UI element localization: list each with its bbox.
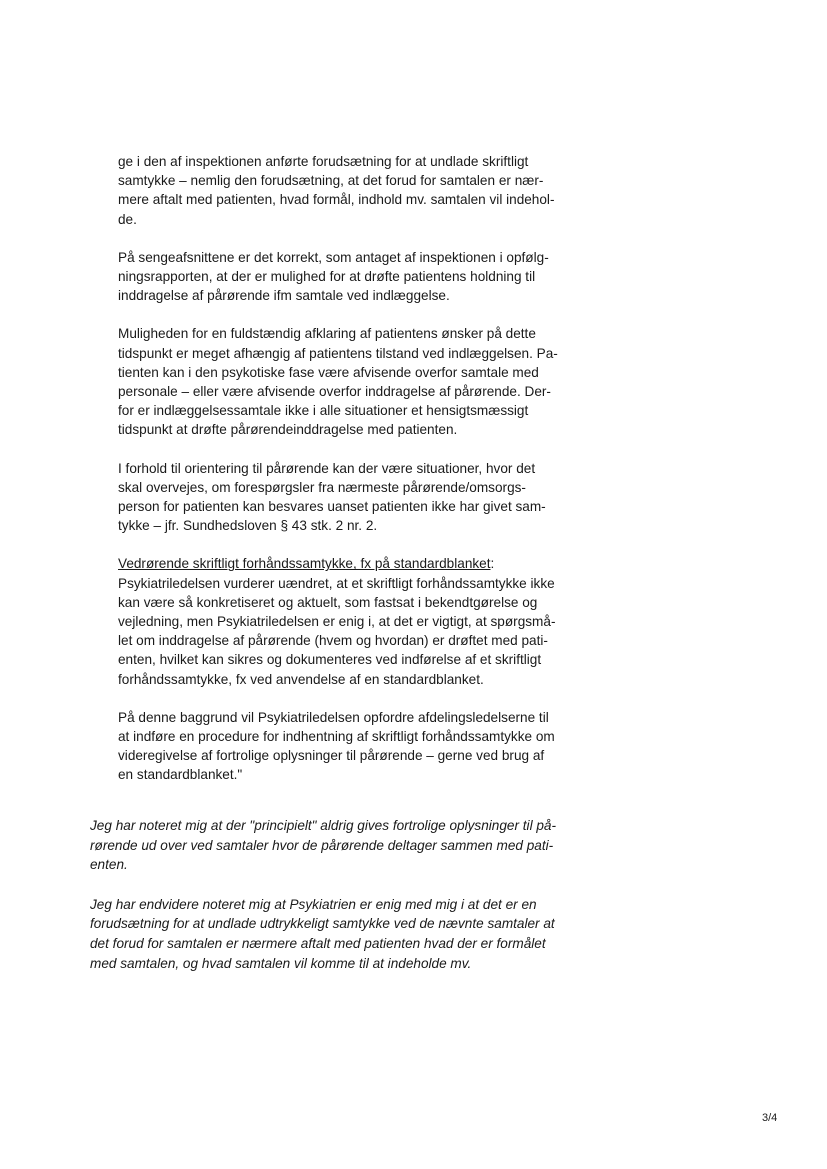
paragraph-3	[118, 324, 588, 439]
paragraph-4	[118, 459, 588, 536]
text-line: vejledning, men Psykiatriledelsen er enig i, at det er vigtigt, at spørgsmå-	[118, 614, 556, 630]
text-line: Jeg har endvidere noteret mig at Psykiatrien er enig med mig i at det er en	[90, 896, 537, 912]
text-line: Jeg har noteret mig at der "principielt" aldrig gives fortrolige oplysninger til på-	[90, 818, 557, 833]
text-line: skal overvejes, om forespørgsler fra nærmeste pårørende/omsorgs-	[118, 479, 526, 495]
text-line: personale – eller være afvisende overfor inddragelse af pårørende. Der-	[118, 384, 551, 400]
paragraph-1	[118, 152, 588, 229]
quoted-statement	[118, 152, 588, 804]
text-line: I forhold til orientering til pårørende kan der være situationer, hvor det	[118, 460, 536, 476]
text-line: tidspunkt er meget afhængig af patientens tilstand ved indlæggelsen. Pa-	[118, 345, 558, 361]
text-line: de.	[118, 211, 137, 227]
text-line: let om inddragelse af pårørende (hvem og hvordan) er drøftet med pati-	[118, 633, 548, 649]
paragraph-6	[118, 708, 588, 785]
text-line: kan være så konkretiseret og aktuelt, som fastsat i bekendtgørelse og	[118, 594, 538, 610]
text-line: På denne baggrund vil Psykiatriledelsen opfordre afdelingsledelserne til	[118, 709, 549, 725]
text-line: tykke – jfr. Sundhedsloven § 43 stk. 2 nr. 2.	[118, 518, 378, 534]
text-line: person for patienten kan besvares uanset patienten ikke har givet sam-	[118, 499, 546, 515]
note-1	[90, 816, 590, 875]
text-line: enten.	[90, 857, 128, 873]
text-line: tienten kan i den psykotiske fase være afvisende overfor samtale med	[118, 364, 539, 380]
text-line: rørende ud over ved samtaler hvor de pårørende deltager sammen med pati-	[90, 837, 554, 853]
text-line: forudsætning for at undlade udtrykkeligt samtykke ved de nævnte samtaler at	[90, 916, 555, 932]
text-line: det forud for samtalen er nærmere aftalt med patienten hvad der er formålet	[90, 935, 546, 951]
section-heading: Vedrørende skriftligt forhåndssamtykke, fx på standardblanket	[118, 556, 491, 572]
paragraph-2	[118, 248, 588, 306]
page-number: 3/4	[762, 1112, 778, 1124]
text-line: enten, hvilket kan sikres og dokumenteres ved indførelse af et skriftligt	[118, 652, 542, 668]
text-line: videregivelse af fortrolige oplysninger til pårørende – gerne ved brug af	[118, 748, 545, 764]
text-line: mere aftalt med patienten, hvad formål, indhold mv. samtalen vil indehol-	[118, 192, 555, 208]
section-heading-line	[118, 554, 588, 573]
paragraph-5	[118, 554, 588, 688]
text-line: samtykke – nemlig den forudsætning, at det forud for samtalen er nær-	[118, 173, 544, 189]
text-line: med samtalen, og hvad samtalen vil komme til at indeholde mv.	[90, 955, 472, 971]
text-line: for er indlæggelsessamtale ikke i alle situationer et hensigtsmæssigt	[118, 403, 529, 419]
text-line: På sengeafsnittene er det korrekt, som antaget af inspektionen i opfølg-	[118, 249, 549, 265]
text-line: at indføre en procedure for indhentning af skriftligt forhåndssamtykke om	[118, 729, 555, 745]
text-line: en standardblanket."	[118, 767, 243, 783]
text-line: ningsrapporten, at der er mulighed for at drøfte patientens holdning til	[118, 269, 536, 285]
ombudsman-notes	[90, 816, 590, 993]
heading-colon: :	[490, 556, 495, 572]
text-line: Muligheden for en fuldstændig afklaring af patientens ønsker på dette	[118, 326, 536, 342]
text-line: Psykiatriledelsen vurderer uændret, at et skriftligt forhåndssamtykke ikke	[118, 575, 555, 591]
text-line: tidspunkt at drøfte pårørendeinddragelse med patienten.	[118, 422, 458, 438]
text-line: inddragelse af pårørende ifm samtale ved indlæggelse.	[118, 288, 450, 304]
text-line: ge i den af inspektionen anførte forudsætning for at undlade skriftligt	[118, 154, 529, 169]
note-2	[90, 895, 590, 973]
text-line: forhåndssamtykke, fx ved anvendelse af en standardblanket.	[118, 671, 484, 687]
